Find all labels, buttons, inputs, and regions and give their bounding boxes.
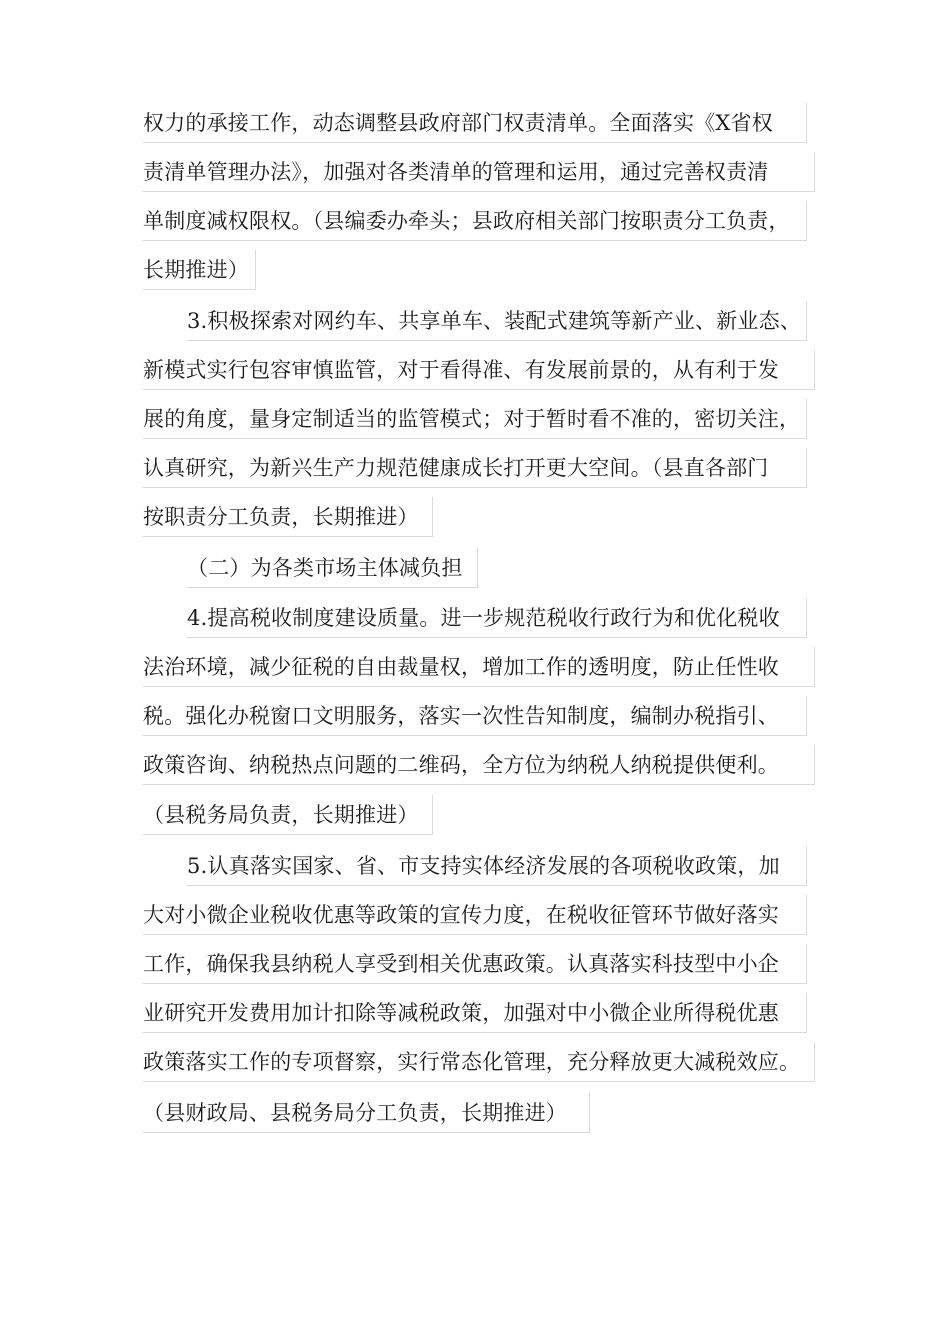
text-line: 业研究开发费用加计扣除等减税政策，加强对中小微企业所得税优惠 bbox=[143, 993, 807, 1033]
text-line: 新模式实行包容审慎监管，对于看得准、有发展前景的，从有利于发 bbox=[143, 350, 815, 390]
text-line: 按职责分工负责，长期推进） bbox=[143, 497, 433, 537]
text-line: 责清单管理办法》，加强对各类清单的管理和运用，通过完善权责清 bbox=[143, 152, 815, 192]
text-line: 法治环境，减少征税的自由裁量权，增加工作的透明度，防止任性收 bbox=[143, 647, 815, 687]
text-line: （县税务局负责，长期推进） bbox=[143, 795, 433, 835]
text-line: 政策咨询、纳税热点问题的二维码，全方位为纳税人纳税提供便利。 bbox=[143, 745, 815, 785]
text-line: 3.积极探索对网约车、共享单车、装配式建筑等新产业、新业态、 bbox=[187, 301, 807, 341]
text-line: 长期推进） bbox=[143, 250, 256, 290]
text-line: 5.认真落实国家、省、市支持实体经济发展的各项税收政策，加 bbox=[187, 846, 807, 886]
text-line: 工作，确保我县纳税人享受到相关优惠政策。认真落实科技型中小企 bbox=[143, 944, 807, 984]
text-line: 政策落实工作的专项督察，实行常态化管理，充分释放更大减税效应。 bbox=[143, 1042, 815, 1082]
text-line: 税。强化办税窗口文明服务，落实一次性告知制度，编制办税指引、 bbox=[143, 696, 807, 736]
text-line: （县财政局、县税务局分工负责，长期推进） bbox=[143, 1093, 590, 1133]
text-line: 单制度减权限权。（县编委办牵头；县政府相关部门按职责分工负责， bbox=[143, 201, 807, 241]
text-line: 认真研究，为新兴生产力规范健康成长打开更大空间。（县直各部门 bbox=[143, 448, 807, 488]
text-line: 展的角度，量身定制适当的监管模式；对于暂时看不准的，密切关注， bbox=[143, 399, 807, 439]
text-line: 大对小微企业税收优惠等政策的宣传力度，在税收征管环节做好落实 bbox=[143, 895, 807, 935]
text-line: 4.提高税收制度建设质量。进一步规范税收行政行为和优化税收 bbox=[187, 598, 807, 638]
section-heading: （二）为各类市场主体减负担 bbox=[187, 548, 478, 588]
text-line: 权力的承接工作，动态调整县政府部门权责清单。全面落实《X省权 bbox=[143, 103, 807, 143]
